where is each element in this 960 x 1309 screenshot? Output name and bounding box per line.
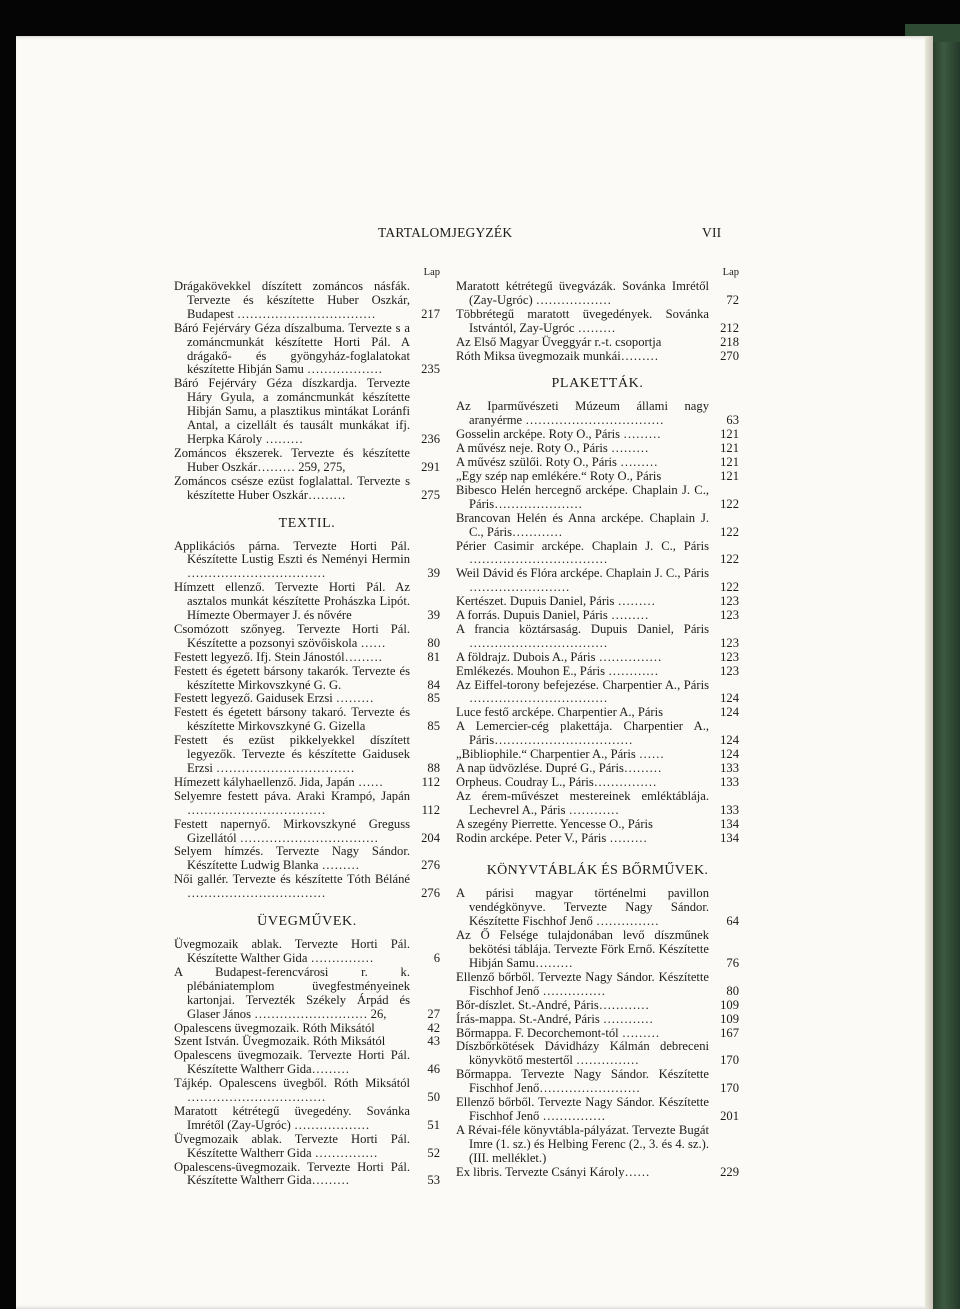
toc-entry-text: Hímzett ellenző. Tervezte Horti Pál. Az asztalos munkát készítette Prohászka Lipót. Hímezte Obermayer J. és nővére bbox=[174, 580, 410, 623]
page-number: VII bbox=[702, 225, 722, 240]
toc-entry-page: 85 bbox=[427, 719, 440, 734]
toc-entry-text: A Révai-féle könyvtábla-pályázat. Tervezte Bugát Imre (1. sz.) és Helbing Ferenc (2., 3. és 4. sz.). (III. melléklet.) bbox=[456, 1122, 709, 1165]
toc-entry bbox=[456, 456, 739, 470]
toc-entry-page: 51 bbox=[427, 1117, 440, 1132]
toc-entry-text: Üvegmozaik ablak. Tervezte Horti Pál. Készítette Walther Gida …………… bbox=[174, 937, 410, 965]
right-column bbox=[456, 268, 739, 1179]
toc-entry bbox=[456, 1068, 739, 1096]
toc-entry-text: A Lemercier-cég plakettája. Charpentier A., Páris…………………………… bbox=[456, 719, 709, 748]
toc-entry-text: Festett és ezüst pikkelyekkel díszített legyezők. Tervezte és készítette Gaidusek Erzsi …………………………… bbox=[174, 733, 410, 775]
toc-entry-page: 53 bbox=[427, 1173, 440, 1188]
toc-entry-page: 80 bbox=[427, 635, 440, 650]
toc-entry-page: 124 bbox=[720, 747, 739, 762]
lap-label: Lap bbox=[423, 267, 440, 278]
lap-label: Lap bbox=[722, 267, 739, 278]
toc-entry-page: 134 bbox=[720, 830, 739, 845]
toc-entry-text: A szegény Pierrette. Yencesse O., Páris bbox=[456, 816, 653, 831]
toc-entry-text: Üvegmozaik ablak. Tervezte Horti Pál. Készítette Waltherr Gida …………… bbox=[174, 1131, 410, 1160]
book-page bbox=[16, 36, 933, 1309]
toc-entry-page: 84 bbox=[427, 677, 440, 692]
toc-entry-page: 121 bbox=[720, 427, 739, 442]
toc-entry bbox=[174, 818, 440, 846]
toc-entry bbox=[174, 623, 440, 651]
toc-entry bbox=[456, 280, 739, 308]
toc-entry bbox=[456, 540, 739, 568]
toc-entry-page: 63 bbox=[726, 413, 739, 428]
toc-entry-page: 133 bbox=[720, 761, 739, 775]
toc-entry bbox=[456, 720, 739, 748]
toc-entry-page: 229 bbox=[720, 1164, 739, 1179]
toc-entry-text: A művész neje. Roty O., Páris ……… bbox=[456, 441, 649, 456]
toc-entry-page: 201 bbox=[720, 1108, 739, 1123]
toc-entry bbox=[456, 470, 739, 484]
section-heading-uveg: ÜVEGMŰVEK. bbox=[257, 914, 357, 930]
toc-entry-text: Opalescens-üvegmozaik. Tervezte Horti Pál. Készítette Waltherr Gida……… bbox=[174, 1159, 410, 1188]
toc-entry-page: 123 bbox=[720, 594, 739, 609]
toc-entry-text: Az Iparművészeti Múzeum állami nagy aranyérme …………………………… bbox=[456, 399, 709, 428]
toc-entry-text: Opalescens üvegmozaik. Tervezte Horti Pál. Készítette Waltherr Gida……… bbox=[174, 1048, 410, 1077]
toc-entry bbox=[456, 1040, 739, 1068]
toc-entry bbox=[456, 567, 739, 595]
toc-entry bbox=[456, 887, 739, 929]
toc-entry bbox=[456, 679, 739, 707]
toc-entry-text: Bőr-díszlet. St.-André, Páris………… bbox=[456, 997, 650, 1012]
toc-entry bbox=[174, 938, 440, 966]
toc-entry bbox=[456, 706, 739, 720]
toc-entry-page: 167 bbox=[720, 1025, 739, 1040]
toc-entry-text: Szent István. Üvegmozaik. Róth Miksától bbox=[174, 1034, 386, 1049]
toc-entry-page: 123 bbox=[720, 649, 739, 664]
toc-entry-page: 124 bbox=[720, 691, 739, 706]
toc-entry-page: 109 bbox=[720, 1011, 739, 1026]
toc-entry bbox=[456, 1013, 739, 1027]
toc-entry-page: 109 bbox=[720, 997, 739, 1012]
toc-entry-page: 235 bbox=[421, 362, 440, 377]
toc-entry-page: 170 bbox=[720, 1081, 739, 1096]
toc-entry-page: 291 bbox=[421, 459, 440, 474]
toc-entry-page: 88 bbox=[427, 761, 440, 775]
toc-entry-page: 218 bbox=[720, 334, 739, 349]
toc-entry bbox=[174, 665, 440, 693]
toc-entry-text: Selyem hímzés. Tervezte Nagy Sándor. Készítette Ludwig Blanka ……… bbox=[174, 844, 410, 873]
toc-entry bbox=[456, 336, 739, 350]
toc-entry bbox=[456, 999, 739, 1013]
toc-entry bbox=[456, 832, 739, 846]
toc-entry-text: A művész szülői. Roty O., Páris ……… bbox=[456, 455, 658, 470]
toc-entry bbox=[456, 308, 739, 336]
toc-entry-text: A forrás. Dupuis Daniel, Páris ……… bbox=[456, 608, 649, 623]
toc-entry-text: Kertészet. Dupuis Daniel, Páris ……… bbox=[456, 594, 656, 609]
toc-entry-page: 123 bbox=[720, 663, 739, 678]
section-konyv bbox=[456, 887, 739, 1179]
toc-entry-page: 275 bbox=[421, 487, 440, 502]
toc-entry bbox=[456, 748, 739, 762]
toc-entry-text: Hímezett kályhaellenző. Jida, Japán …… bbox=[174, 774, 384, 789]
toc-entry-text: Zománcos ékszerek. Tervezte és készítette Huber Oszkár……… 259, 275, bbox=[174, 445, 410, 474]
toc-entry-page: 43 bbox=[427, 1034, 440, 1049]
toc-entry-text: A francia köztársaság. Dupuis Daniel, Páris …………………………… bbox=[456, 621, 709, 650]
toc-entry bbox=[174, 734, 440, 776]
toc-entry-page: 170 bbox=[720, 1053, 739, 1068]
toc-entry-text: Périer Casimir arcképe. Chaplain J. C., Páris …………………………… bbox=[456, 538, 709, 567]
toc-entry-text: Az Első Magyar Üveggyár r.-t. csoportja bbox=[456, 334, 662, 349]
toc-entry-page: 276 bbox=[421, 858, 440, 873]
toc-entry-page: 52 bbox=[427, 1145, 440, 1160]
toc-entry bbox=[174, 322, 440, 378]
toc-entry-text: A nap üdvözlése. Dupré G., Páris……… bbox=[456, 761, 662, 775]
toc-entry-page: 85 bbox=[427, 691, 440, 706]
toc-entry-text: A földrajz. Dubois A., Páris …………… bbox=[456, 649, 662, 664]
toc-entry-text: Ex libris. Tervezte Csányi Károly…… bbox=[456, 1164, 650, 1179]
toc-entry-text: A Budapest-ferencvárosi r. k. plébániatemplom üvegfestményeinek kartonjai. Tervezték Székely Árpád és Glaser János ……………………… 26, bbox=[174, 964, 410, 1021]
scan-border-top bbox=[0, 0, 960, 36]
toc-entry bbox=[174, 1105, 440, 1133]
toc-entry-text: Bőrmappa. Tervezte Nagy Sándor. Készítette Fischhof Jenő…………………… bbox=[456, 1067, 709, 1096]
toc-entry-page: 124 bbox=[720, 733, 739, 748]
toc-entry-page: 42 bbox=[427, 1020, 440, 1035]
toc-entry-page: 76 bbox=[726, 955, 739, 970]
toc-entry bbox=[456, 1027, 739, 1041]
toc-entry-page: 121 bbox=[720, 455, 739, 470]
toc-entry bbox=[456, 790, 739, 818]
toc-entry-page: 50 bbox=[427, 1090, 440, 1105]
toc-entry-text: Luce festő arcképe. Charpentier A., Páris bbox=[456, 705, 664, 720]
toc-entry-text: Báró Fejérváry Géza díszalbuma. Tervezte s a zománcmunkát készítette Horti Pál. A drágakő- és gyöngyház-foglalatokat készítette Hibján Samu ……………… bbox=[174, 320, 410, 377]
page-edge bbox=[925, 36, 933, 1309]
toc-entry bbox=[174, 280, 440, 322]
toc-entry-page: 123 bbox=[720, 608, 739, 623]
toc-entry-text: Festett napernyő. Mirkovszkyné Greguss Gizellától …………………………… bbox=[174, 816, 410, 845]
left-column bbox=[174, 268, 440, 1188]
toc-entry bbox=[174, 540, 440, 582]
toc-entry-text: Festett és égetett bársony takaró. Tervezte és készítette Mirkovszkyné G. Gizella bbox=[174, 705, 410, 734]
toc-entry bbox=[456, 609, 739, 623]
toc-entry-page: 133 bbox=[720, 774, 739, 789]
toc-entry-page: 270 bbox=[720, 348, 739, 363]
toc-entry-text: Festett legyező. Gaidusek Erzsi ……… bbox=[174, 691, 374, 706]
toc-entry-text: Ellenző bőrből. Tervezte Nagy Sándor. Készítette Fischhof Jenő …………… bbox=[456, 969, 709, 998]
toc-entry bbox=[456, 1096, 739, 1124]
toc-entry-text: Zománcos csésze ezüst foglalattal. Tervezte s készítette Huber Oszkár……… bbox=[174, 473, 410, 502]
toc-entry-page: 80 bbox=[726, 983, 739, 998]
toc-entry-page: 39 bbox=[427, 566, 440, 581]
toc-entry-text: Festett legyező. Ifj. Stein Jánostól……… bbox=[174, 649, 383, 664]
toc-entry-text: Tájkép. Opalescens üvegből. Róth Miksától …………………………… bbox=[174, 1076, 410, 1105]
toc-entry-text: „Egy szép nap emlékére.“ Roty O., Páris bbox=[456, 468, 662, 483]
section-enamel bbox=[174, 280, 440, 503]
toc-entry bbox=[456, 762, 739, 776]
toc-entry-text: Róth Miksa üvegmozaik munkái……… bbox=[456, 348, 659, 363]
toc-entry-text: Emlékezés. Mouhon E., Páris ………… bbox=[456, 663, 659, 678]
toc-entry-text: Az Ő Felsége tulajdonában levő díszműnek bekötési táblája. Tervezte Förk Ernő. Készítette Hibján Samu……… bbox=[456, 928, 709, 970]
page-title: TARTALOMJEGYZÉK bbox=[378, 225, 513, 240]
toc-entry bbox=[456, 484, 739, 512]
section-heading-textil: TEXTIL. bbox=[278, 515, 336, 531]
toc-entry bbox=[456, 1124, 739, 1166]
toc-entry-text: Maratott kétrétegű üvegvázák. Sovánka Imrétől (Zay-Ugróc) ……………… bbox=[456, 279, 709, 307]
toc-entry bbox=[174, 966, 440, 1022]
toc-entry bbox=[174, 692, 440, 706]
section-textil bbox=[174, 540, 440, 902]
toc-entry-page: 212 bbox=[720, 320, 739, 335]
toc-entry-text: Többrétegű maratott üvegedények. Sovánka Istvántól, Zay-Ugróc ……… bbox=[456, 306, 709, 335]
toc-entry-text: Írás-mappa. St.-André, Páris ………… bbox=[456, 1011, 654, 1026]
toc-entry-text: Bibesco Helén hercegnő arcképe. Chaplain J. C., Páris………………… bbox=[456, 482, 709, 511]
toc-entry-text: Applikációs párna. Tervezte Horti Pál. Készítette Lustig Eszti és Neményi Hermin …………………………… bbox=[174, 538, 410, 581]
toc-entry-text: Gosselin arcképe. Roty O., Páris ……… bbox=[456, 427, 661, 442]
toc-entry bbox=[174, 706, 440, 734]
toc-entry-page: 112 bbox=[421, 774, 440, 789]
toc-entry bbox=[174, 1133, 440, 1161]
toc-entry bbox=[174, 475, 440, 503]
toc-entry bbox=[174, 790, 440, 818]
toc-entry bbox=[174, 845, 440, 873]
toc-entry-text: Festett és égetett bársony takarók. Tervezte és készítette Mirkovszkyné G. G. bbox=[174, 663, 410, 692]
toc-entry-page: 276 bbox=[421, 886, 440, 901]
toc-entry bbox=[174, 776, 440, 790]
toc-entry-text: Rodin arcképe. Peter V., Páris ……… bbox=[456, 830, 648, 845]
toc-entry-page: 122 bbox=[720, 552, 739, 567]
toc-entry-page: 121 bbox=[720, 441, 739, 456]
toc-entry-page: 112 bbox=[421, 802, 440, 817]
toc-entry-text: Opalescens üvegmozaik. Róth Miksától bbox=[174, 1020, 375, 1035]
toc-entry-text: Női gallér. Tervezte és készítette Tóth Béláné …………………………… bbox=[174, 872, 410, 901]
toc-entry bbox=[174, 1022, 440, 1036]
toc-entry bbox=[456, 818, 739, 832]
toc-entry-page: 122 bbox=[720, 580, 739, 595]
toc-entry bbox=[456, 400, 739, 428]
section-heading-plakett: PLAKETTÁK. bbox=[551, 376, 644, 392]
toc-entry bbox=[174, 1035, 440, 1049]
toc-entry-text: A párisi magyar történelmi pavillon vendégkönyve. Tervezte Nagy Sándor. Készítette Fischhof Jenő …………… bbox=[456, 886, 709, 929]
toc-entry-text: Orpheus. Coudray L., Páris…………… bbox=[456, 774, 657, 789]
toc-entry bbox=[174, 447, 440, 475]
toc-entry-text: „Bibliophile.“ Charpentier A., Páris …… bbox=[456, 747, 665, 762]
toc-entry bbox=[456, 971, 739, 999]
toc-entry bbox=[456, 595, 739, 609]
toc-entry bbox=[174, 377, 440, 447]
section-heading-konyv: KÖNYVTÁBLÁK ÉS BŐRMŰVEK. bbox=[486, 863, 709, 879]
toc-entry bbox=[456, 929, 739, 971]
toc-entry-text: Csomózott szőnyeg. Tervezte Horti Pál. Készítette a pozsonyi szövőiskola …… bbox=[174, 621, 410, 650]
toc-entry-text: Bőrmappa. F. Decorchemont-tól ……… bbox=[456, 1025, 660, 1040]
toc-entry bbox=[456, 512, 739, 540]
toc-entry-page: 217 bbox=[421, 306, 440, 321]
toc-entry-text: Az Eiffel-torony befejezése. Charpentier A., Páris …………………………… bbox=[456, 677, 709, 706]
toc-entry bbox=[456, 350, 739, 364]
toc-entry bbox=[456, 665, 739, 679]
toc-entry bbox=[456, 1166, 739, 1180]
book-cover-edge bbox=[933, 24, 960, 1309]
section-uveg bbox=[174, 938, 440, 1188]
toc-entry-page: 81 bbox=[427, 649, 440, 664]
toc-entry-page: 121 bbox=[720, 468, 739, 483]
toc-entry bbox=[174, 651, 440, 665]
toc-entry-page: 122 bbox=[720, 524, 739, 539]
toc-entry-page: 204 bbox=[421, 830, 440, 845]
section-glass-cont bbox=[456, 280, 739, 363]
toc-entry-text: Díszbőrkötések Dávidházy Kálmán debreceni könyvkötő mestertől …………… bbox=[456, 1039, 709, 1068]
toc-entry-page: 72 bbox=[726, 292, 739, 307]
toc-entry-text: Az érem-művészet mestereinek emléktáblája. Lechevrel A., Páris ………… bbox=[456, 788, 709, 817]
toc-entry bbox=[174, 1077, 440, 1105]
toc-entry bbox=[174, 873, 440, 901]
toc-entry-page: 39 bbox=[427, 608, 440, 623]
toc-entry-page: 133 bbox=[720, 802, 739, 817]
toc-entry-page: 64 bbox=[726, 914, 739, 929]
toc-entry-page: 6 bbox=[433, 950, 440, 965]
toc-entry-page: 27 bbox=[427, 1006, 440, 1021]
toc-entry-text: Maratott kétrétegű üvegedény. Sovánka Imrétől (Zay-Ugróc) ……………… bbox=[174, 1103, 410, 1132]
toc-entry-text: Ellenző bőrből. Tervezte Nagy Sándor. Készítette Fischhof Jenő …………… bbox=[456, 1095, 709, 1123]
toc-entry bbox=[456, 428, 739, 442]
toc-entry bbox=[456, 776, 739, 790]
toc-entry bbox=[456, 623, 739, 651]
section-plakett bbox=[456, 400, 739, 845]
toc-entry-text: Selyemre festett páva. Araki Krampó, Japán …………………………… bbox=[174, 788, 410, 817]
toc-entry-text: Brancovan Helén és Anna arcképe. Chaplain J. C., Páris………… bbox=[456, 510, 709, 539]
toc-entry-text: Weil Dávid és Flóra arcképe. Chaplain J. C., Páris …………………… bbox=[456, 566, 709, 595]
toc-entry bbox=[456, 651, 739, 665]
toc-entry-page: 134 bbox=[720, 816, 739, 831]
toc-entry-page: 123 bbox=[720, 635, 739, 650]
toc-entry-page: 122 bbox=[720, 496, 739, 511]
toc-entry bbox=[174, 581, 440, 623]
scan-border-left bbox=[0, 0, 16, 1309]
toc-entry bbox=[174, 1161, 440, 1189]
toc-entry-text: Drágakövekkel díszített zománcos násfák. Tervezte és készítette Huber Oszkár, Budapest …………………………… bbox=[174, 279, 410, 321]
toc-entry bbox=[174, 1049, 440, 1077]
toc-entry bbox=[456, 442, 739, 456]
toc-entry-text: Báró Fejérváry Géza díszkardja. Tervezte Háry Gyula, a zománcmunkát készítette Hibján Samu, a plasztikus mintákat Loránfi Antal, a cizellált és tausált munkákat ifj. Herpka Károly ……… bbox=[174, 376, 410, 446]
toc-entry-page: 124 bbox=[720, 705, 739, 720]
toc-entry-page: 46 bbox=[427, 1062, 440, 1077]
toc-entry-page: 236 bbox=[421, 431, 440, 446]
